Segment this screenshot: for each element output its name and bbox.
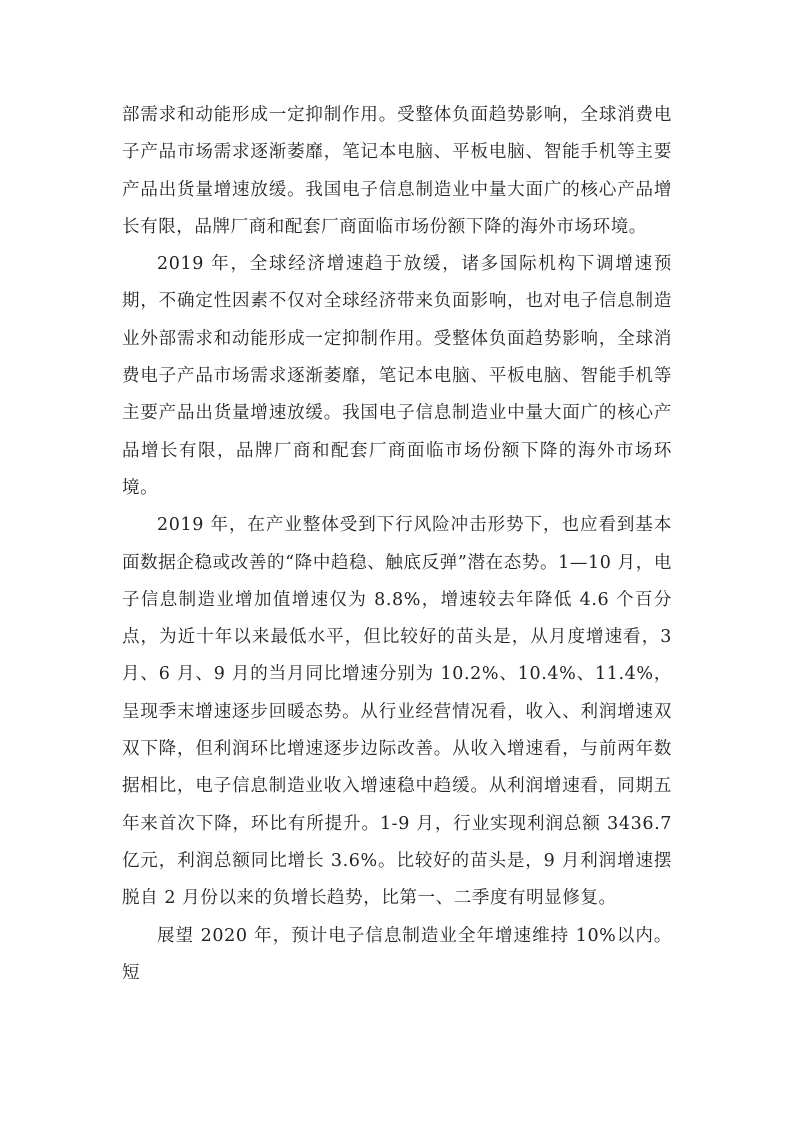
paragraph-3: 2019 年，在产业整体受到下行风险冲击形势下，也应看到基本面数据企稳或改善的“降中趋稳、触底反弹”潜在态势。1—10 月，电子信息制造业增加值增速仅为 8.8%，增速较去年降低 4.6 个百分点，为近十年以来最低水平，但比较好的苗头是，从月度增速看，3月、6 月、9 月的当月同比增速分别为 10.2%、10.4%、11.4%，呈现季末增速逐步回暖态势。从行业经营情况看，收入、利润增速双双下降，但利润环比增速逐步边际改善。从收入增速看，与前两年数据相比，电子信息制造业收入增速稳中趋缓。从利润增速看，同期五年来首次下降，环比有所提升。1-9 月，行业实现利润总额 3436.7 亿元，利润总额同比增长 3.6%。比较好的苗头是，9 月利润增速摆脱自 2 月份以来的负增长趋势，比第一、二季度有明显修复。 [122, 515, 672, 909]
paragraph-1: 部需求和动能形成一定抑制作用。受整体负面趋势影响，全球消费电子产品市场需求逐渐萎靡，笔记本电脑、平板电脑、智能手机等主要产品出货量增速放缓。我国电子信息制造业中量大面广的核心产品增长有限，品牌厂商和配套厂商面临市场份额下降的海外市场环境。 [122, 105, 672, 237]
document-body [122, 97, 672, 992]
paragraph-2: 2019 年，全球经济增速趋于放缓，诸多国际机构下调增速预期，不确定性因素不仅对全球经济带来负面影响，也对电子信息制造业外部需求和动能形成一定抑制作用。受整体负面趋势影响，全球消费电子产品市场需求逐渐萎靡，笔记本电脑、平板电脑、智能手机等主要产品出货量增速放缓。我国电子信息制造业中量大面广的核心产品增长有限，品牌厂商和配套厂商面临市场份额下降的海外市场环境。 [122, 254, 672, 498]
paragraph-4: 展望 2020 年，预计电子信息制造业全年增速维持 10%以内。短 [122, 925, 672, 983]
